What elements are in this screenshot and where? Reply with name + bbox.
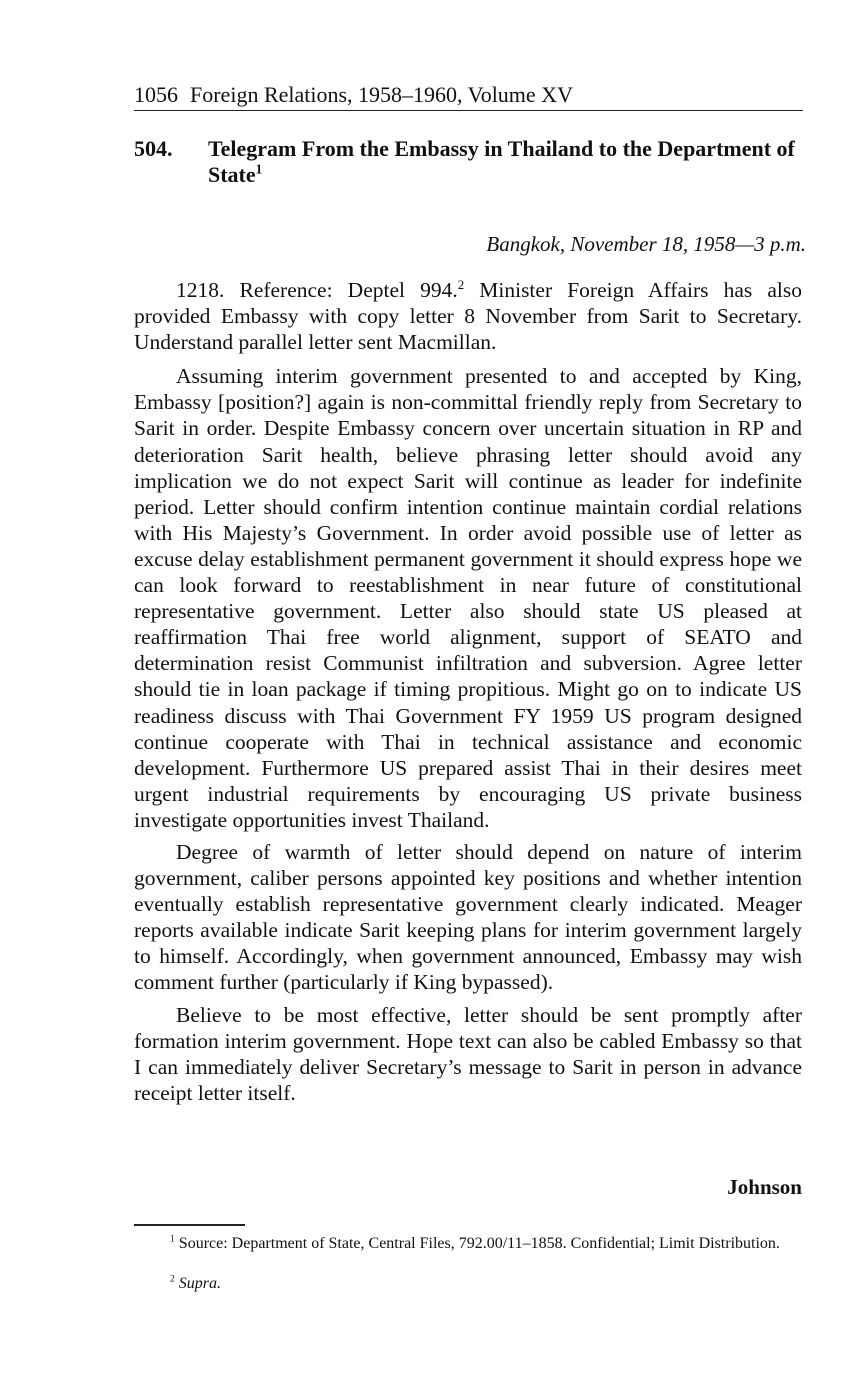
document-number: 504. [134, 136, 173, 161]
document-title-text: Telegram From the Embassy in Thailand to the Department of State [208, 136, 795, 187]
dateline: Bangkok, November 18, 1958—3 p.m. [486, 232, 806, 256]
document-title [208, 136, 808, 188]
footnote-1-mark: 1 [170, 1233, 175, 1245]
footnote-2-text: Supra. [174, 1275, 222, 1292]
deptel-footnote-ref: 2 [457, 277, 465, 292]
footnote-divider [134, 1224, 245, 1226]
page-number: 1056 [134, 82, 178, 107]
series-title: Foreign Relations, 1958–1960, Volume XV [190, 82, 573, 107]
paragraph-2: Assuming interim government presented to and accepted by King, Embassy [position?] again is non-committal friendly reply from Secretary to Sarit in order. Despite Embassy concern over uncertain situation in RP and deterioration Sarit health, believe phrasing letter should avoid any implication we do not expect Sarit will continue as leader for indefinite period. Letter should confirm intention continue maintain cordial relations with His Majesty’s Government. In order avoid possible use of letter as excuse delay establishment permanent government it should express hope we can look forward to reestablishment in near future of constitutional representative government. Letter also should state US pleased at reaffirmation Thai free world alignment, support of SEATO and determination resist Communist infiltration and subversion. Agree letter should tie in loan package if timing propitious. Might go on to indicate US readiness discuss with Thai Government FY 1959 US program designed continue cooperate with Thai in technical assistance and economic development. Furthermore US prepared assist Thai in their desires meet urgent industrial requirements by encouraging US private business investigate opportunities invest Thailand. [134, 364, 802, 832]
paragraph-1 [134, 277, 802, 355]
title-footnote-ref: 1 [255, 161, 263, 177]
footnote-2 [170, 1274, 770, 1294]
paragraph-1-rest: Minister Foreign Affairs has also provided Embassy with copy letter 8 November from Sarit to Secretary. Understand parallel letter sent Macmillan. [134, 278, 802, 355]
signature: Johnson [727, 1175, 802, 1199]
paragraph-1-start: 1218. Reference: Deptel 994. [176, 278, 458, 302]
footnote-1-text: Source: Department of State, Central Files, 792.00/11–1858. Confidential; Limit Distribution. [174, 1235, 780, 1252]
footnote-1 [134, 1234, 802, 1254]
running-header [134, 82, 803, 111]
footnote-2-mark: 2 [170, 1273, 175, 1285]
paragraph-4: Believe to be most effective, letter should be sent promptly after formation interim government. Hope text can also be cabled Embassy so that I can immediately deliver Secretary’s message to Sarit in person in advance receipt letter itself. [134, 1002, 802, 1105]
telegram-body [134, 277, 802, 1112]
paragraph-3: Degree of warmth of letter should depend on nature of interim government, caliber persons appointed key positions and whether intention eventually establish representative government clearly indicated. Meager reports available indicate Sarit keeping plans for interim government largely to himself. Accordingly, when government announced, Embassy may wish comment further (particularly if King bypassed). [134, 839, 802, 995]
